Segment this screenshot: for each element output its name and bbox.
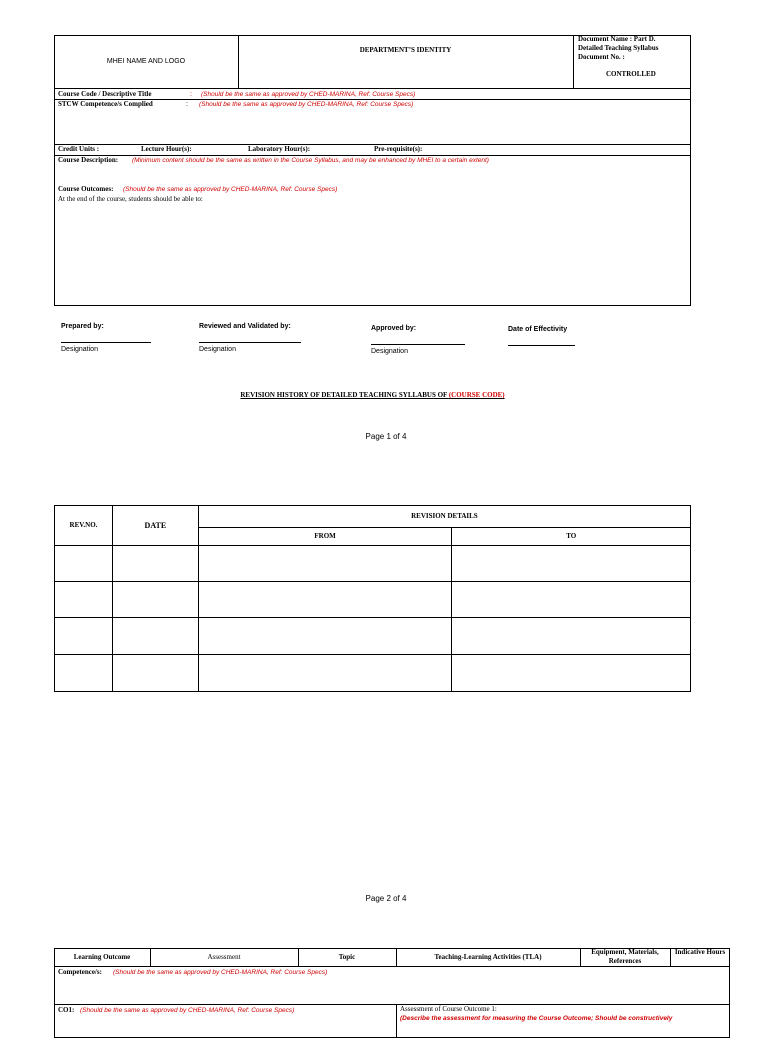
cell-to[interactable] bbox=[452, 582, 691, 618]
col-date: DATE bbox=[112, 506, 198, 546]
cell-date[interactable] bbox=[112, 546, 198, 582]
reviewed-by-line bbox=[199, 342, 301, 343]
cell-to[interactable] bbox=[452, 618, 691, 655]
course-code-note: (Should be the same as approved by CHED-MARINA, Ref: Course Specs) bbox=[201, 91, 416, 98]
header-divider-2 bbox=[573, 35, 574, 89]
credit-units: Credit Units : bbox=[58, 145, 100, 153]
course-outcomes-label: Course Outcomes: bbox=[58, 185, 114, 193]
table-row bbox=[55, 546, 691, 582]
prepared-by-designation: Designation bbox=[61, 346, 98, 353]
table-row bbox=[55, 582, 691, 618]
col-to: TO bbox=[452, 528, 691, 546]
co1-label: CO1: bbox=[58, 1006, 75, 1014]
course-description-note: (Minimum content should be the same as written in the Course Syllabus, and may be enhanced by MHEI to a certain extent) bbox=[132, 157, 489, 164]
mhei-name-logo: MHEI NAME AND LOGO bbox=[106, 58, 186, 65]
co1-note: (Should be the same as approved by CHED-MARINA, Ref: Course Specs) bbox=[80, 1007, 295, 1014]
department-identity: DEPARTMENT’S IDENTITY bbox=[359, 46, 452, 54]
reviewed-by-label: Reviewed and Validated by: bbox=[199, 323, 291, 330]
stcw-note: (Should be the same as approved by CHED-MARINA, Ref: Course Specs) bbox=[199, 101, 414, 108]
page-number-2: Page 2 of 4 bbox=[365, 894, 407, 903]
cell-date[interactable] bbox=[112, 655, 198, 692]
stcw-label: STCW Competence/s Complied bbox=[58, 100, 153, 108]
lecture-hours: Lecture Hour(s): bbox=[141, 145, 192, 153]
cell-from[interactable] bbox=[198, 582, 452, 618]
col-from: FROM bbox=[198, 528, 452, 546]
cell-from[interactable] bbox=[198, 546, 452, 582]
header-divider-1 bbox=[238, 35, 239, 89]
approved-by-label: Approved by: bbox=[371, 325, 417, 332]
table-row bbox=[55, 618, 691, 655]
col-equipment: Equipment, Materials, References bbox=[591, 948, 659, 965]
col-rev-no: REV.NO. bbox=[55, 506, 113, 546]
stcw-colon: : bbox=[186, 101, 188, 108]
cell-rev[interactable] bbox=[55, 546, 113, 582]
cell-from[interactable] bbox=[198, 618, 452, 655]
document-subtitle: Detailed Teaching Syllabus bbox=[578, 44, 659, 52]
laboratory-hours: Laboratory Hour(s): bbox=[248, 145, 311, 153]
col-revision-details: REVISION DETAILS bbox=[198, 506, 690, 528]
date-of-effectivity-label: Date of Effectivity bbox=[508, 326, 568, 333]
course-outcomes-intro: At the end of the course, students should be able to: bbox=[58, 195, 203, 203]
prepared-by-label: Prepared by: bbox=[61, 323, 104, 330]
prerequisites: Pre-requisite(s): bbox=[374, 145, 423, 153]
course-outcomes-note: (Should be the same as approved by CHED-MARINA, Ref: Course Specs) bbox=[123, 186, 338, 193]
units-divider bbox=[54, 155, 691, 156]
assessment-co1-note: (Describe the assessment for measuring the Course Outcome; Should be constructively bbox=[400, 1015, 673, 1022]
date-of-effectivity-line bbox=[508, 345, 575, 346]
cell-rev[interactable] bbox=[55, 582, 113, 618]
prepared-by-line bbox=[61, 342, 151, 343]
cell-rev[interactable] bbox=[55, 655, 113, 692]
cell-from[interactable] bbox=[198, 655, 452, 692]
table-row bbox=[55, 655, 691, 692]
revision-history-title bbox=[54, 391, 691, 400]
co1-divider bbox=[396, 1004, 397, 1038]
revision-table bbox=[54, 505, 691, 692]
assessment-co1-label: Assessment of Course Outcome 1: bbox=[400, 1005, 497, 1013]
approved-by-line bbox=[371, 344, 465, 345]
approved-by-designation: Designation bbox=[371, 348, 408, 355]
cell-rev[interactable] bbox=[55, 618, 113, 655]
col-tla: Teaching-Learning Activities (TLA) bbox=[434, 953, 542, 961]
document-number: Document No. : bbox=[578, 53, 625, 61]
col-assessment: Assessment bbox=[207, 953, 241, 961]
col-learning-outcome: Learning Outcome bbox=[73, 953, 131, 961]
page-number-1: Page 1 of 4 bbox=[365, 432, 407, 441]
learning-header-divider bbox=[54, 966, 730, 967]
revision-title-text: REVISION HISTORY OF DETAILED TEACHING SYLLABUS OF bbox=[240, 391, 449, 399]
competence-label: Competence/s: bbox=[58, 968, 102, 976]
controlled-label: CONTROLLED bbox=[606, 70, 656, 78]
document-name: Document Name : Part D. bbox=[578, 35, 656, 43]
course-code-label: Course Code / Descriptive Title bbox=[58, 90, 152, 98]
col-topic: Topic bbox=[338, 953, 356, 961]
reviewed-by-designation: Designation bbox=[199, 346, 236, 353]
cell-to[interactable] bbox=[452, 546, 691, 582]
lo-col-divider-4 bbox=[580, 948, 581, 966]
lo-col-divider-5 bbox=[670, 948, 671, 966]
cell-date[interactable] bbox=[112, 618, 198, 655]
competence-note: (Should be the same as approved by CHED-MARINA, Ref: Course Specs) bbox=[113, 969, 328, 976]
cell-date[interactable] bbox=[112, 582, 198, 618]
competence-divider bbox=[54, 1004, 730, 1005]
col-indicative-hours: Indicative Hours bbox=[674, 948, 726, 956]
course-code-colon: : bbox=[190, 91, 192, 98]
course-description-label: Course Description: bbox=[58, 156, 119, 164]
cell-to[interactable] bbox=[452, 655, 691, 692]
revision-title-course-code: (COURSE CODE) bbox=[448, 391, 505, 399]
